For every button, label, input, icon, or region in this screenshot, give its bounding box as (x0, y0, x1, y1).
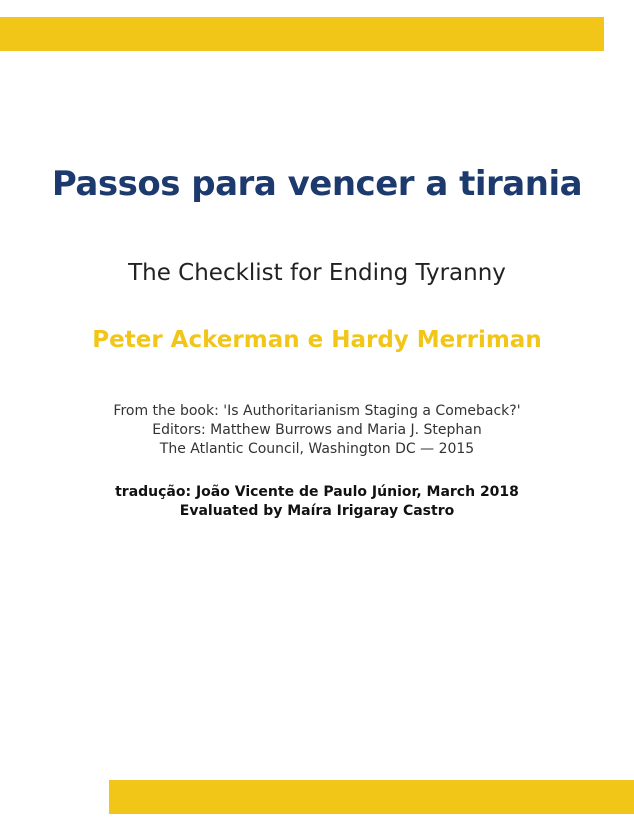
document-authors: Peter Ackerman e Hardy Merriman (92, 327, 542, 353)
translation-line: tradução: João Vicente de Paulo Júnior, March 2018 (115, 484, 519, 500)
source-book-line: From the book: 'Is Authoritarianism Staging a Comeback?' (113, 403, 521, 419)
bottom-accent-bar (109, 780, 634, 814)
source-editors-line: Editors: Matthew Burrows and Maria J. Stephan (152, 422, 482, 438)
translation-credits (0, 483, 634, 521)
source-publisher-line: The Atlantic Council, Washington DC — 2015 (159, 441, 475, 457)
evaluation-line: Evaluated by Maíra Irigaray Castro (179, 503, 455, 519)
source-info (0, 402, 634, 459)
document-subtitle: The Checklist for Ending Tyranny (128, 260, 506, 286)
document-title: Passos para vencer a tirania (51, 164, 583, 204)
top-accent-bar (0, 17, 604, 51)
